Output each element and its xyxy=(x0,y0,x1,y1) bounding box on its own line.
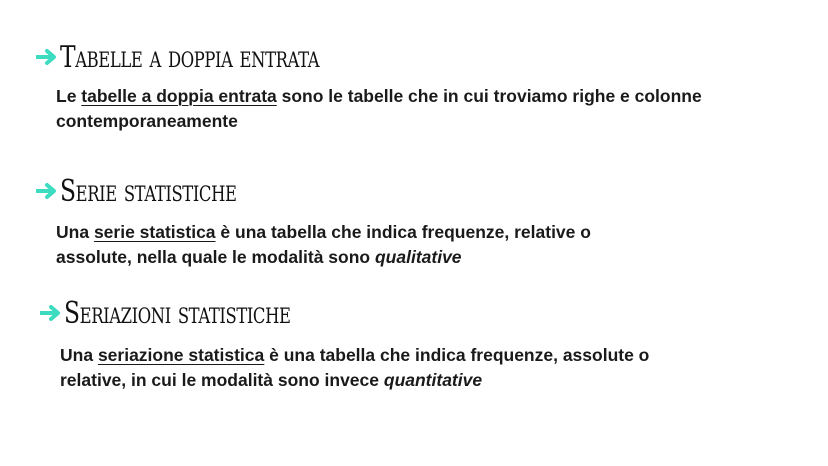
arrow-right-icon xyxy=(40,305,62,321)
section-body xyxy=(56,220,591,270)
text-before: Una xyxy=(56,222,94,242)
text-after: è una tabella che indica frequenze, relative o xyxy=(215,222,591,242)
body-line-2 xyxy=(56,245,591,270)
section-title: Serie statistiche xyxy=(60,173,237,209)
section-heading xyxy=(36,172,286,210)
emphasis-text: quantitative xyxy=(383,370,483,390)
text-line: assolute, nella quale le modalità sono xyxy=(56,247,375,267)
text-before: Una xyxy=(60,345,98,365)
text-line: contemporaneamente xyxy=(56,111,238,131)
body-line-1 xyxy=(56,84,702,109)
body-line-1 xyxy=(56,220,591,245)
text-before: Le xyxy=(56,86,82,106)
defined-term: serie statistica xyxy=(93,222,216,242)
arrow-right-icon xyxy=(36,49,58,65)
text-line: relative, in cui le modalità sono invece xyxy=(60,370,384,390)
section-heading xyxy=(40,294,354,332)
arrow-right-icon xyxy=(36,183,58,199)
defined-term: tabelle a doppia entrata xyxy=(81,86,277,106)
section-title: Tabelle a doppia entrata xyxy=(60,39,320,75)
body-line-2 xyxy=(56,109,702,134)
section-body xyxy=(56,84,702,134)
body-line-2 xyxy=(60,368,649,393)
emphasis-text: qualitative xyxy=(374,247,462,267)
section-title: Seriazioni statistiche xyxy=(64,295,291,331)
text-after: sono le tabelle che in cui troviamo righe e colonne xyxy=(276,86,702,106)
section-heading xyxy=(36,38,392,76)
text-after: è una tabella che indica frequenze, assolute o xyxy=(264,345,650,365)
body-line-1 xyxy=(60,343,649,368)
section-body xyxy=(60,343,649,393)
defined-term: seriazione statistica xyxy=(97,345,265,365)
